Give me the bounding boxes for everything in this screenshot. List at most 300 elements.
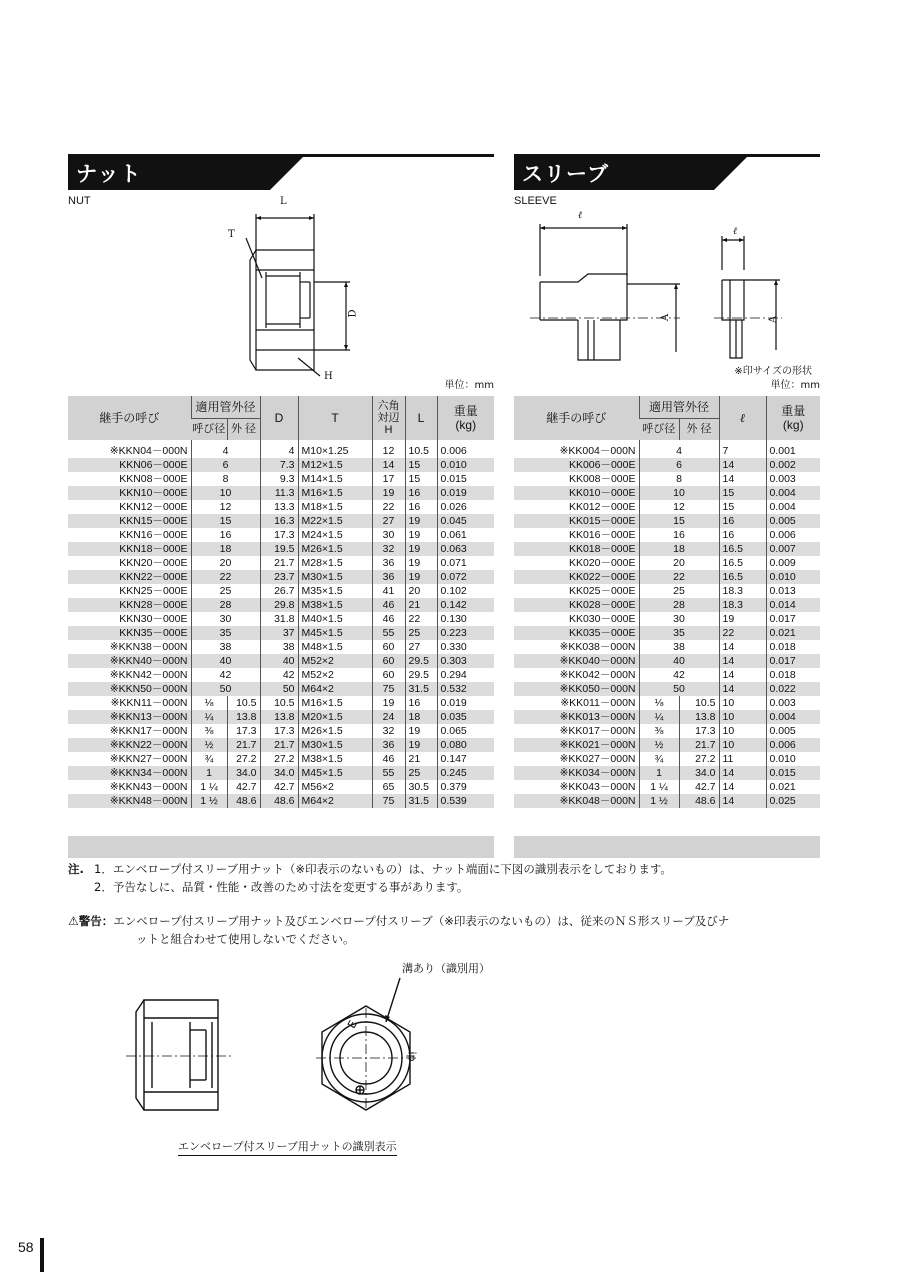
cell-L: 25	[405, 766, 437, 780]
nut-section-banner	[68, 154, 494, 190]
cell-name: KKN08－000E	[119, 473, 188, 485]
nut-dim-T: T	[228, 229, 235, 240]
cell-nominal: 28	[639, 598, 719, 612]
cell-outer: 10.5	[679, 696, 719, 710]
warning-icon: ⚠	[68, 914, 79, 928]
cell-name: ※KK027－000N	[559, 753, 636, 765]
warning-line-1: エンベロープ付スリーブ用ナット及びエンベロープ付スリーブ（※印表示のないもの）は、従来のＮＳ形スリーブ及びナ	[113, 914, 730, 928]
cell-H: 36	[372, 570, 405, 584]
cell-name: KK006－000E	[514, 458, 639, 472]
cell-weight: 0.045	[437, 514, 494, 528]
cell-name: ※KK004－000N	[559, 445, 636, 457]
nut-identification-diagram	[120, 970, 460, 1130]
cell-weight: 0.026	[437, 500, 494, 514]
cell-nominal: ⅜	[191, 724, 227, 738]
cell-weight: 0.001	[766, 440, 820, 458]
table-row	[68, 556, 494, 570]
col-header-name: 継手の呼び	[68, 396, 191, 440]
cell-weight: 0.010	[766, 752, 820, 766]
cell-outer: 21.7	[227, 738, 260, 752]
cell-l: 11	[719, 752, 766, 766]
cell-weight: 0.005	[766, 514, 820, 528]
cell-H: 36	[372, 738, 405, 752]
table-row	[68, 766, 494, 780]
cell-nominal: 25	[639, 584, 719, 598]
cell-nominal: 1	[191, 766, 227, 780]
cell-l: 14	[719, 682, 766, 696]
sleeve-table-footer	[514, 836, 820, 858]
table-row	[514, 640, 820, 654]
mark-e: E	[345, 1018, 360, 1031]
cell-L: 27	[405, 640, 437, 654]
cell-name: KKN28－000E	[68, 598, 191, 612]
cell-D: 13.3	[260, 500, 298, 514]
cell-outer: 17.3	[227, 724, 260, 738]
cell-outer: 34.0	[227, 766, 260, 780]
cell-nominal: 50	[639, 682, 719, 696]
cell-nominal: 1 ¼	[191, 780, 227, 794]
cell-T: M52×2	[298, 668, 372, 682]
cell-l: 14	[719, 640, 766, 654]
cell-nominal: 12	[191, 500, 260, 514]
cell-weight: 0.532	[437, 682, 494, 696]
cell-weight: 0.006	[766, 528, 820, 542]
col-header-L: L	[405, 396, 437, 440]
cell-nominal: ¾	[639, 752, 679, 766]
cell-T: M52×2	[298, 654, 372, 668]
cell-weight: 0.004	[766, 486, 820, 500]
sleeve-dim-A-large: A	[660, 313, 672, 322]
cell-L: 15	[405, 472, 437, 486]
cell-name: ※KK050－000N	[514, 682, 639, 696]
cell-D: 17.3	[260, 724, 298, 738]
table-row	[514, 440, 820, 458]
cell-name: KKN15－000E	[68, 514, 191, 528]
col-header-outer: 外 径	[679, 418, 719, 440]
cell-weight: 0.006	[437, 440, 494, 458]
cell-name: KK020－000E	[568, 557, 636, 569]
sleeve-dim-l-large: ℓ	[578, 210, 583, 221]
table-row	[514, 486, 820, 500]
cell-name: ※KK011－000N	[560, 697, 636, 709]
cell-D: 11.3	[260, 486, 298, 500]
cell-nominal: 10	[639, 486, 719, 500]
table-row	[68, 752, 494, 766]
col-header-T: T	[298, 396, 372, 440]
cell-l: 14	[719, 780, 766, 794]
cell-l: 18.3	[719, 584, 766, 598]
col-header-name: 継手の呼び	[514, 396, 639, 440]
cell-H: 46	[372, 612, 405, 626]
cell-weight: 0.004	[766, 500, 820, 514]
cell-H: 36	[372, 556, 405, 570]
table-row	[514, 598, 820, 612]
cell-H: 46	[372, 752, 405, 766]
cell-L: 31.5	[405, 794, 437, 808]
cell-nominal: 10	[191, 486, 260, 500]
cell-H: 41	[372, 584, 405, 598]
cell-name: ※KKN42－000N	[109, 669, 188, 681]
cell-outer: 48.6	[227, 794, 260, 808]
cell-H: 22	[372, 500, 405, 514]
cell-nominal: 35	[191, 626, 260, 640]
table-row	[68, 440, 494, 458]
cell-name: ※KKN11－000N	[110, 697, 188, 709]
cell-weight: 0.130	[437, 612, 494, 626]
cell-l: 16.5	[719, 542, 766, 556]
cell-weight: 0.379	[437, 780, 494, 794]
cell-nominal: 22	[639, 570, 719, 584]
cell-name: ※KKN38－000N	[109, 641, 188, 653]
table-row	[68, 570, 494, 584]
cell-l: 14	[719, 458, 766, 472]
table-row	[68, 584, 494, 598]
cell-name: ※KKN50－000N	[68, 682, 191, 696]
col-header-outer: 外 径	[227, 418, 260, 440]
cell-H: 60	[372, 668, 405, 682]
cell-nominal: 16	[191, 528, 260, 542]
cell-weight: 0.009	[766, 556, 820, 570]
table-row	[514, 710, 820, 724]
cell-nominal: 38	[191, 640, 260, 654]
cell-D: 34.0	[260, 766, 298, 780]
sleeve-dim-l-small: ℓ	[733, 226, 738, 237]
cell-weight: 0.035	[437, 710, 494, 724]
cell-T: M30×1.5	[298, 570, 372, 584]
cell-name: ※KKN40－000N	[68, 654, 191, 668]
cell-nominal: 38	[639, 640, 719, 654]
cell-nominal: ½	[191, 738, 227, 752]
sleeve-unit: 単位：mm	[770, 380, 820, 391]
cell-outer: 27.2	[679, 752, 719, 766]
cell-name: KKN22－000E	[68, 570, 191, 584]
col-header-nominal: 呼び径	[639, 418, 679, 440]
table-row	[514, 738, 820, 752]
cell-name: ※KKN43－000N	[109, 781, 188, 793]
table-row	[68, 738, 494, 752]
cell-H: 75	[372, 682, 405, 696]
cell-D: 10.5	[260, 696, 298, 710]
table-row	[514, 458, 820, 472]
table-row	[514, 514, 820, 528]
cell-nominal: 8	[639, 472, 719, 486]
cell-L: 19	[405, 738, 437, 752]
cell-weight: 0.303	[437, 654, 494, 668]
table-row	[68, 612, 494, 626]
notes-label: 注.	[68, 862, 84, 876]
cell-nominal: 15	[191, 514, 260, 528]
cell-H: 19	[372, 486, 405, 500]
cell-D: 42	[260, 668, 298, 682]
cell-weight: 0.065	[437, 724, 494, 738]
cell-nominal: 15	[639, 514, 719, 528]
sleeve-dimension-drawing	[530, 210, 820, 370]
cell-name: KK030－000E	[568, 613, 636, 625]
cell-name: KK010－000E	[514, 486, 639, 500]
sleeve-dim-A-small: A	[768, 315, 780, 324]
cell-L: 29.5	[405, 668, 437, 682]
cell-L: 21	[405, 752, 437, 766]
cell-weight: 0.005	[766, 724, 820, 738]
cell-H: 19	[372, 696, 405, 710]
cell-nominal: 18	[191, 542, 260, 556]
cell-H: 60	[372, 640, 405, 654]
cell-weight: 0.017	[766, 654, 820, 668]
cell-weight: 0.102	[437, 584, 494, 598]
table-row	[68, 598, 494, 612]
cell-weight: 0.539	[437, 794, 494, 808]
cell-L: 29.5	[405, 654, 437, 668]
cell-name: KK015－000E	[514, 514, 639, 528]
table-row	[68, 514, 494, 528]
cell-nominal: 6	[639, 458, 719, 472]
cell-name: KK018－000E	[514, 542, 639, 556]
cell-nominal: ¾	[191, 752, 227, 766]
sleeve-title: スリーブ	[522, 162, 609, 186]
table-row	[68, 500, 494, 514]
cell-nominal: 25	[191, 584, 260, 598]
table-row	[68, 668, 494, 682]
diagram-caption: エンベロープ付スリーブ用ナットの識別表示	[178, 1138, 397, 1156]
cell-nominal: 30	[639, 612, 719, 626]
cell-name: ※KK034－000N	[514, 766, 639, 780]
sleeve-shape-note: ※印サイズの形状	[734, 366, 812, 377]
cell-outer: 13.8	[227, 710, 260, 724]
cell-name: KK025－000E	[568, 585, 636, 597]
cell-L: 16	[405, 696, 437, 710]
cell-l: 18.3	[719, 598, 766, 612]
cell-T: M38×1.5	[298, 598, 372, 612]
col-header-pipe-od: 適用管外径	[191, 396, 260, 418]
cell-weight: 0.071	[437, 556, 494, 570]
cell-weight: 0.010	[437, 458, 494, 472]
cell-weight: 0.061	[437, 528, 494, 542]
col-header-l: ℓ	[719, 396, 766, 440]
cell-H: 30	[372, 528, 405, 542]
note-item-2: 2．予告なしに、品質・性能・改善のため寸法を変更する事があります。	[94, 880, 469, 894]
cell-name: ※KK021－000N	[514, 738, 639, 752]
cell-nominal: ½	[639, 738, 679, 752]
cell-nominal: 12	[639, 500, 719, 514]
cell-l: 16.5	[719, 556, 766, 570]
table-row	[514, 752, 820, 766]
cell-nominal: 4	[639, 440, 719, 458]
cell-nominal: 20	[639, 556, 719, 570]
cell-D: 48.6	[260, 794, 298, 808]
cell-H: 46	[372, 598, 405, 612]
cell-weight: 0.019	[437, 696, 494, 710]
nut-spec-table	[68, 396, 494, 808]
cell-name: ※KK013－000N	[514, 710, 639, 724]
cell-T: M14×1.5	[298, 472, 372, 486]
nut-table-footer	[68, 836, 494, 858]
table-row	[68, 486, 494, 500]
cell-weight: 0.022	[766, 682, 820, 696]
cell-name: ※KKN13－000N	[68, 710, 191, 724]
cell-T: M16×1.5	[298, 486, 372, 500]
cell-L: 22	[405, 612, 437, 626]
cell-D: 50	[260, 682, 298, 696]
cell-l: 10	[719, 724, 766, 738]
cell-T: M26×1.5	[298, 724, 372, 738]
table-row	[514, 724, 820, 738]
table-row	[68, 626, 494, 640]
cell-nominal: 20	[191, 556, 260, 570]
cell-l: 16.5	[719, 570, 766, 584]
warning-label: 警告：	[78, 914, 114, 928]
cell-H: 55	[372, 626, 405, 640]
cell-H: 65	[372, 780, 405, 794]
cell-l: 10	[719, 738, 766, 752]
table-row	[68, 528, 494, 542]
cell-name: ※KK038－000N	[559, 641, 636, 653]
sleeve-spec-table	[514, 396, 820, 808]
cell-name: ※KKN48－000N	[68, 794, 191, 808]
table-row	[514, 500, 820, 514]
table-row	[68, 794, 494, 808]
cell-nominal: 1 ½	[191, 794, 227, 808]
cell-outer: 42.7	[679, 780, 719, 794]
table-row	[514, 682, 820, 696]
col-header-pipe-od: 適用管外径	[639, 396, 719, 418]
cell-nominal: 30	[191, 612, 260, 626]
cell-weight: 0.007	[766, 542, 820, 556]
cell-D: 21.7	[260, 738, 298, 752]
cell-weight: 0.072	[437, 570, 494, 584]
cell-T: M35×1.5	[298, 584, 372, 598]
cell-weight: 0.080	[437, 738, 494, 752]
table-row	[68, 542, 494, 556]
cell-D: 4	[260, 440, 298, 458]
cell-l: 10	[719, 696, 766, 710]
cell-L: 16	[405, 500, 437, 514]
mark-ip: ip	[405, 1051, 419, 1062]
cell-H: 27	[372, 514, 405, 528]
cell-L: 31.5	[405, 682, 437, 696]
table-row	[514, 542, 820, 556]
groove-label: 溝あり（識別用）	[402, 962, 490, 975]
cell-name: ※KK017－000N	[559, 725, 636, 737]
warning-block	[68, 912, 848, 948]
cell-D: 7.3	[260, 458, 298, 472]
table-row	[514, 612, 820, 626]
cell-weight: 0.019	[437, 486, 494, 500]
cell-nominal: 35	[639, 626, 719, 640]
cell-H: 60	[372, 654, 405, 668]
cell-nominal: ⅛	[191, 696, 227, 710]
nut-subtitle: NUT	[68, 195, 91, 207]
table-row	[514, 528, 820, 542]
table-row	[514, 556, 820, 570]
cell-nominal: 42	[639, 668, 719, 682]
cell-name: KK028－000E	[514, 598, 639, 612]
table-row	[514, 584, 820, 598]
table-row	[514, 696, 820, 710]
cell-L: 19	[405, 724, 437, 738]
cell-l: 14	[719, 472, 766, 486]
cell-weight: 0.330	[437, 640, 494, 654]
cell-weight: 0.025	[766, 794, 820, 808]
nut-unit: 単位：mm	[444, 380, 494, 391]
table-row	[514, 766, 820, 780]
page-number: 58	[18, 1239, 34, 1255]
cell-T: M16×1.5	[298, 696, 372, 710]
col-header-H: 六角対辺H	[372, 396, 405, 440]
cell-name: ※KK040－000N	[514, 654, 639, 668]
nut-dim-L: L	[280, 196, 287, 207]
nut-dim-D: D	[347, 309, 359, 318]
sleeve-section-banner	[514, 154, 820, 190]
cell-name: KKN18－000E	[68, 542, 191, 556]
cell-T: M28×1.5	[298, 556, 372, 570]
cell-l: 14	[719, 654, 766, 668]
cell-L: 16	[405, 486, 437, 500]
cell-D: 23.7	[260, 570, 298, 584]
cell-weight: 0.015	[437, 472, 494, 486]
table-row	[68, 472, 494, 486]
table-row	[514, 794, 820, 808]
cell-name: ※KK043－000N	[559, 781, 636, 793]
table-row	[514, 654, 820, 668]
cell-D: 29.8	[260, 598, 298, 612]
cell-weight: 0.013	[766, 584, 820, 598]
notes-block	[68, 860, 828, 896]
cell-weight: 0.021	[766, 780, 820, 794]
cell-T: M26×1.5	[298, 542, 372, 556]
cell-D: 21.7	[260, 556, 298, 570]
cell-T: M38×1.5	[298, 752, 372, 766]
cell-name: KK022－000E	[514, 570, 639, 584]
cell-L: 18	[405, 710, 437, 724]
sleeve-subtitle: SLEEVE	[514, 195, 557, 207]
cell-name: ※KKN04－000N	[109, 445, 188, 457]
table-row	[68, 696, 494, 710]
table-row	[68, 710, 494, 724]
cell-weight: 0.014	[766, 598, 820, 612]
cell-T: M64×2	[298, 794, 372, 808]
cell-name: KKN12－000E	[119, 501, 188, 513]
cell-T: M48×1.5	[298, 640, 372, 654]
cell-D: 31.8	[260, 612, 298, 626]
cell-nominal: 8	[191, 472, 260, 486]
cell-outer: 34.0	[679, 766, 719, 780]
cell-weight: 0.003	[766, 472, 820, 486]
col-header-weight: 重量 (kg)	[766, 396, 820, 440]
nut-dim-H: H	[324, 371, 333, 382]
cell-H: 24	[372, 710, 405, 724]
cell-nominal: 40	[191, 654, 260, 668]
cell-nominal: 1	[639, 766, 679, 780]
cell-H: 17	[372, 472, 405, 486]
cell-l: 7	[719, 440, 766, 458]
cell-L: 19	[405, 542, 437, 556]
cell-T: M10×1.25	[298, 440, 372, 458]
cell-L: 10.5	[405, 440, 437, 458]
cell-T: M12×1.5	[298, 458, 372, 472]
cell-name: KKN10－000E	[68, 486, 191, 500]
col-header-nominal: 呼び径	[191, 418, 227, 440]
cell-weight: 0.147	[437, 752, 494, 766]
cell-L: 19	[405, 556, 437, 570]
cell-l: 16	[719, 514, 766, 528]
cell-l: 22	[719, 626, 766, 640]
cell-nominal: ⅛	[639, 696, 679, 710]
cell-D: 16.3	[260, 514, 298, 528]
cell-nominal: 22	[191, 570, 260, 584]
cell-L: 19	[405, 514, 437, 528]
cell-D: 37	[260, 626, 298, 640]
cell-D: 13.8	[260, 710, 298, 724]
